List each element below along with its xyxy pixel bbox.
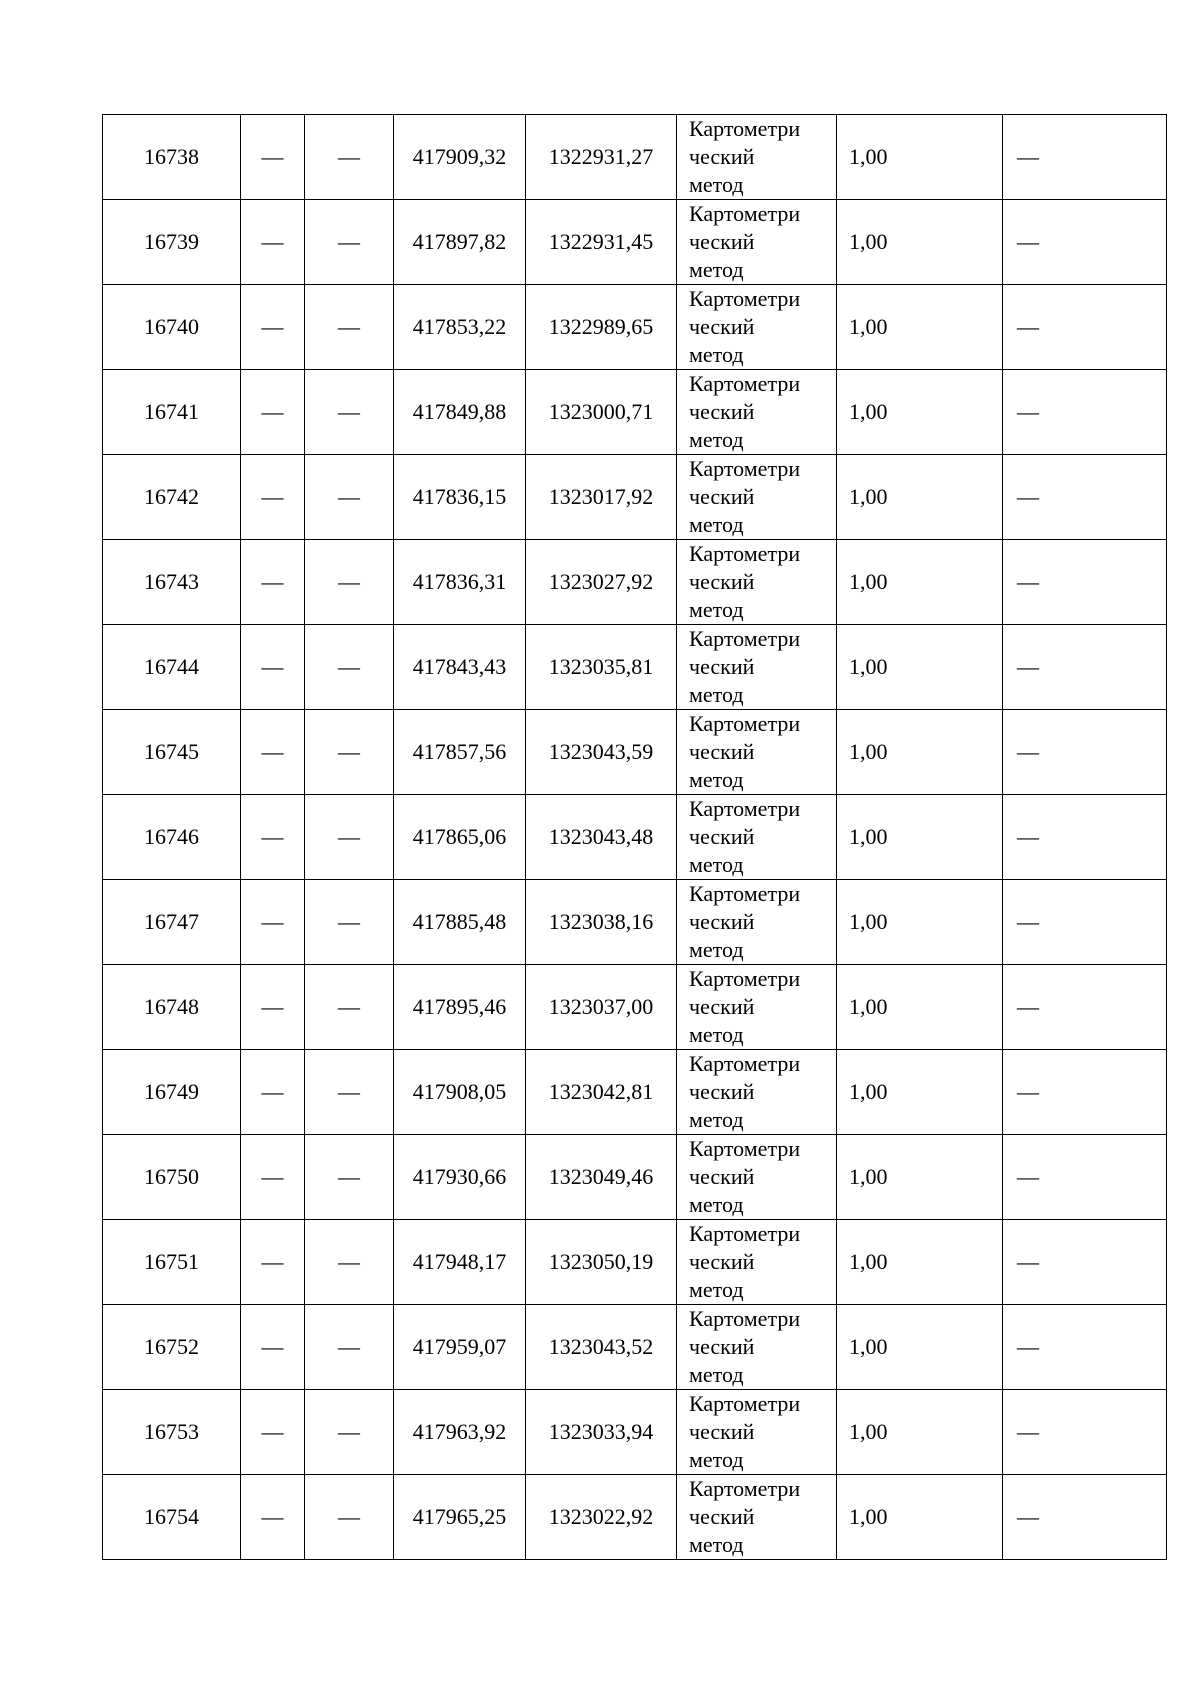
method-cell: Картометри ческий метод	[677, 200, 837, 285]
table-row	[103, 115, 1167, 200]
table-row	[103, 965, 1167, 1050]
point-number-cell: 16753	[103, 1390, 241, 1475]
y-coordinate-cell: 1323049,46	[526, 1135, 677, 1220]
y-coordinate-cell: 1323033,94	[526, 1390, 677, 1475]
x-coordinate-cell: 417865,06	[394, 795, 526, 880]
table-row	[103, 710, 1167, 795]
x-coordinate-cell: 417930,66	[394, 1135, 526, 1220]
table-row	[103, 1050, 1167, 1135]
empty-value-cell: —	[241, 625, 305, 710]
empty-value-cell: —	[1003, 880, 1167, 965]
empty-value-cell: —	[1003, 1305, 1167, 1390]
method-cell: Картометри ческий метод	[677, 880, 837, 965]
point-number-cell: 16741	[103, 370, 241, 455]
empty-value-cell: —	[241, 455, 305, 540]
empty-value-cell: —	[241, 1135, 305, 1220]
empty-value-cell: —	[1003, 710, 1167, 795]
table-row	[103, 285, 1167, 370]
empty-value-cell: —	[305, 1390, 394, 1475]
accuracy-cell: 1,00	[837, 625, 1003, 710]
table-body	[103, 115, 1167, 1560]
x-coordinate-cell: 417849,88	[394, 370, 526, 455]
empty-value-cell: —	[305, 1220, 394, 1305]
empty-value-cell: —	[241, 965, 305, 1050]
accuracy-cell: 1,00	[837, 1305, 1003, 1390]
accuracy-cell: 1,00	[837, 455, 1003, 540]
method-cell: Картометри ческий метод	[677, 370, 837, 455]
y-coordinate-cell: 1323037,00	[526, 965, 677, 1050]
y-coordinate-cell: 1323027,92	[526, 540, 677, 625]
accuracy-cell: 1,00	[837, 1390, 1003, 1475]
accuracy-cell: 1,00	[837, 1475, 1003, 1560]
x-coordinate-cell: 417885,48	[394, 880, 526, 965]
point-number-cell: 16742	[103, 455, 241, 540]
empty-value-cell: —	[305, 1050, 394, 1135]
method-cell: Картометри ческий метод	[677, 1305, 837, 1390]
empty-value-cell: —	[1003, 370, 1167, 455]
y-coordinate-cell: 1323043,48	[526, 795, 677, 880]
method-cell: Картометри ческий метод	[677, 455, 837, 540]
y-coordinate-cell: 1323000,71	[526, 370, 677, 455]
point-number-cell: 16749	[103, 1050, 241, 1135]
empty-value-cell: —	[1003, 625, 1167, 710]
empty-value-cell: —	[1003, 965, 1167, 1050]
method-cell: Картометри ческий метод	[677, 1220, 837, 1305]
x-coordinate-cell: 417857,56	[394, 710, 526, 795]
point-number-cell: 16754	[103, 1475, 241, 1560]
y-coordinate-cell: 1322931,45	[526, 200, 677, 285]
point-number-cell: 16740	[103, 285, 241, 370]
method-cell: Картометри ческий метод	[677, 795, 837, 880]
empty-value-cell: —	[1003, 1475, 1167, 1560]
x-coordinate-cell: 417897,82	[394, 200, 526, 285]
empty-value-cell: —	[241, 1390, 305, 1475]
point-number-cell: 16743	[103, 540, 241, 625]
empty-value-cell: —	[305, 795, 394, 880]
y-coordinate-cell: 1323035,81	[526, 625, 677, 710]
empty-value-cell: —	[1003, 795, 1167, 880]
table-row	[103, 1390, 1167, 1475]
x-coordinate-cell: 417836,31	[394, 540, 526, 625]
table-row	[103, 1135, 1167, 1220]
empty-value-cell: —	[305, 285, 394, 370]
accuracy-cell: 1,00	[837, 965, 1003, 1050]
empty-value-cell: —	[241, 1220, 305, 1305]
x-coordinate-cell: 417909,32	[394, 115, 526, 200]
accuracy-cell: 1,00	[837, 540, 1003, 625]
empty-value-cell: —	[1003, 1135, 1167, 1220]
x-coordinate-cell: 417963,92	[394, 1390, 526, 1475]
x-coordinate-cell: 417965,25	[394, 1475, 526, 1560]
method-cell: Картометри ческий метод	[677, 115, 837, 200]
accuracy-cell: 1,00	[837, 285, 1003, 370]
y-coordinate-cell: 1323042,81	[526, 1050, 677, 1135]
accuracy-cell: 1,00	[837, 880, 1003, 965]
empty-value-cell: —	[241, 710, 305, 795]
empty-value-cell: —	[305, 625, 394, 710]
empty-value-cell: —	[1003, 285, 1167, 370]
table-row	[103, 540, 1167, 625]
method-cell: Картометри ческий метод	[677, 1390, 837, 1475]
empty-value-cell: —	[305, 1135, 394, 1220]
table-row	[103, 795, 1167, 880]
point-number-cell: 16747	[103, 880, 241, 965]
point-number-cell: 16752	[103, 1305, 241, 1390]
empty-value-cell: —	[1003, 540, 1167, 625]
table-row	[103, 370, 1167, 455]
coordinates-table	[102, 114, 1167, 1560]
method-cell: Картометри ческий метод	[677, 540, 837, 625]
empty-value-cell: —	[305, 1475, 394, 1560]
accuracy-cell: 1,00	[837, 370, 1003, 455]
x-coordinate-cell: 417908,05	[394, 1050, 526, 1135]
point-number-cell: 16750	[103, 1135, 241, 1220]
y-coordinate-cell: 1323050,19	[526, 1220, 677, 1305]
empty-value-cell: —	[241, 1305, 305, 1390]
table-row	[103, 880, 1167, 965]
empty-value-cell: —	[305, 710, 394, 795]
empty-value-cell: —	[241, 1050, 305, 1135]
empty-value-cell: —	[1003, 1050, 1167, 1135]
empty-value-cell: —	[241, 795, 305, 880]
x-coordinate-cell: 417895,46	[394, 965, 526, 1050]
method-cell: Картометри ческий метод	[677, 710, 837, 795]
point-number-cell: 16744	[103, 625, 241, 710]
empty-value-cell: —	[305, 965, 394, 1050]
empty-value-cell: —	[1003, 200, 1167, 285]
accuracy-cell: 1,00	[837, 115, 1003, 200]
accuracy-cell: 1,00	[837, 1135, 1003, 1220]
empty-value-cell: —	[1003, 1390, 1167, 1475]
empty-value-cell: —	[305, 1305, 394, 1390]
method-cell: Картометри ческий метод	[677, 285, 837, 370]
x-coordinate-cell: 417836,15	[394, 455, 526, 540]
table-row	[103, 455, 1167, 540]
method-cell: Картометри ческий метод	[677, 625, 837, 710]
table-row	[103, 200, 1167, 285]
x-coordinate-cell: 417948,17	[394, 1220, 526, 1305]
accuracy-cell: 1,00	[837, 795, 1003, 880]
y-coordinate-cell: 1322931,27	[526, 115, 677, 200]
empty-value-cell: —	[1003, 455, 1167, 540]
accuracy-cell: 1,00	[837, 710, 1003, 795]
method-cell: Картометри ческий метод	[677, 1135, 837, 1220]
x-coordinate-cell: 417843,43	[394, 625, 526, 710]
empty-value-cell: —	[241, 540, 305, 625]
method-cell: Картометри ческий метод	[677, 965, 837, 1050]
empty-value-cell: —	[241, 1475, 305, 1560]
y-coordinate-cell: 1323038,16	[526, 880, 677, 965]
point-number-cell: 16748	[103, 965, 241, 1050]
x-coordinate-cell: 417959,07	[394, 1305, 526, 1390]
table-row	[103, 1220, 1167, 1305]
point-number-cell: 16746	[103, 795, 241, 880]
point-number-cell: 16739	[103, 200, 241, 285]
accuracy-cell: 1,00	[837, 1220, 1003, 1305]
accuracy-cell: 1,00	[837, 1050, 1003, 1135]
accuracy-cell: 1,00	[837, 200, 1003, 285]
empty-value-cell: —	[305, 370, 394, 455]
y-coordinate-cell: 1323022,92	[526, 1475, 677, 1560]
table-row	[103, 1305, 1167, 1390]
method-cell: Картометри ческий метод	[677, 1050, 837, 1135]
y-coordinate-cell: 1323017,92	[526, 455, 677, 540]
empty-value-cell: —	[305, 115, 394, 200]
y-coordinate-cell: 1322989,65	[526, 285, 677, 370]
x-coordinate-cell: 417853,22	[394, 285, 526, 370]
point-number-cell: 16751	[103, 1220, 241, 1305]
empty-value-cell: —	[241, 285, 305, 370]
empty-value-cell: —	[305, 455, 394, 540]
empty-value-cell: —	[241, 200, 305, 285]
method-cell: Картометри ческий метод	[677, 1475, 837, 1560]
empty-value-cell: —	[241, 115, 305, 200]
table-row	[103, 1475, 1167, 1560]
empty-value-cell: —	[305, 200, 394, 285]
point-number-cell: 16738	[103, 115, 241, 200]
y-coordinate-cell: 1323043,59	[526, 710, 677, 795]
empty-value-cell: —	[1003, 115, 1167, 200]
empty-value-cell: —	[1003, 1220, 1167, 1305]
table-row	[103, 625, 1167, 710]
y-coordinate-cell: 1323043,52	[526, 1305, 677, 1390]
empty-value-cell: —	[305, 540, 394, 625]
point-number-cell: 16745	[103, 710, 241, 795]
empty-value-cell: —	[305, 880, 394, 965]
empty-value-cell: —	[241, 880, 305, 965]
empty-value-cell: —	[241, 370, 305, 455]
